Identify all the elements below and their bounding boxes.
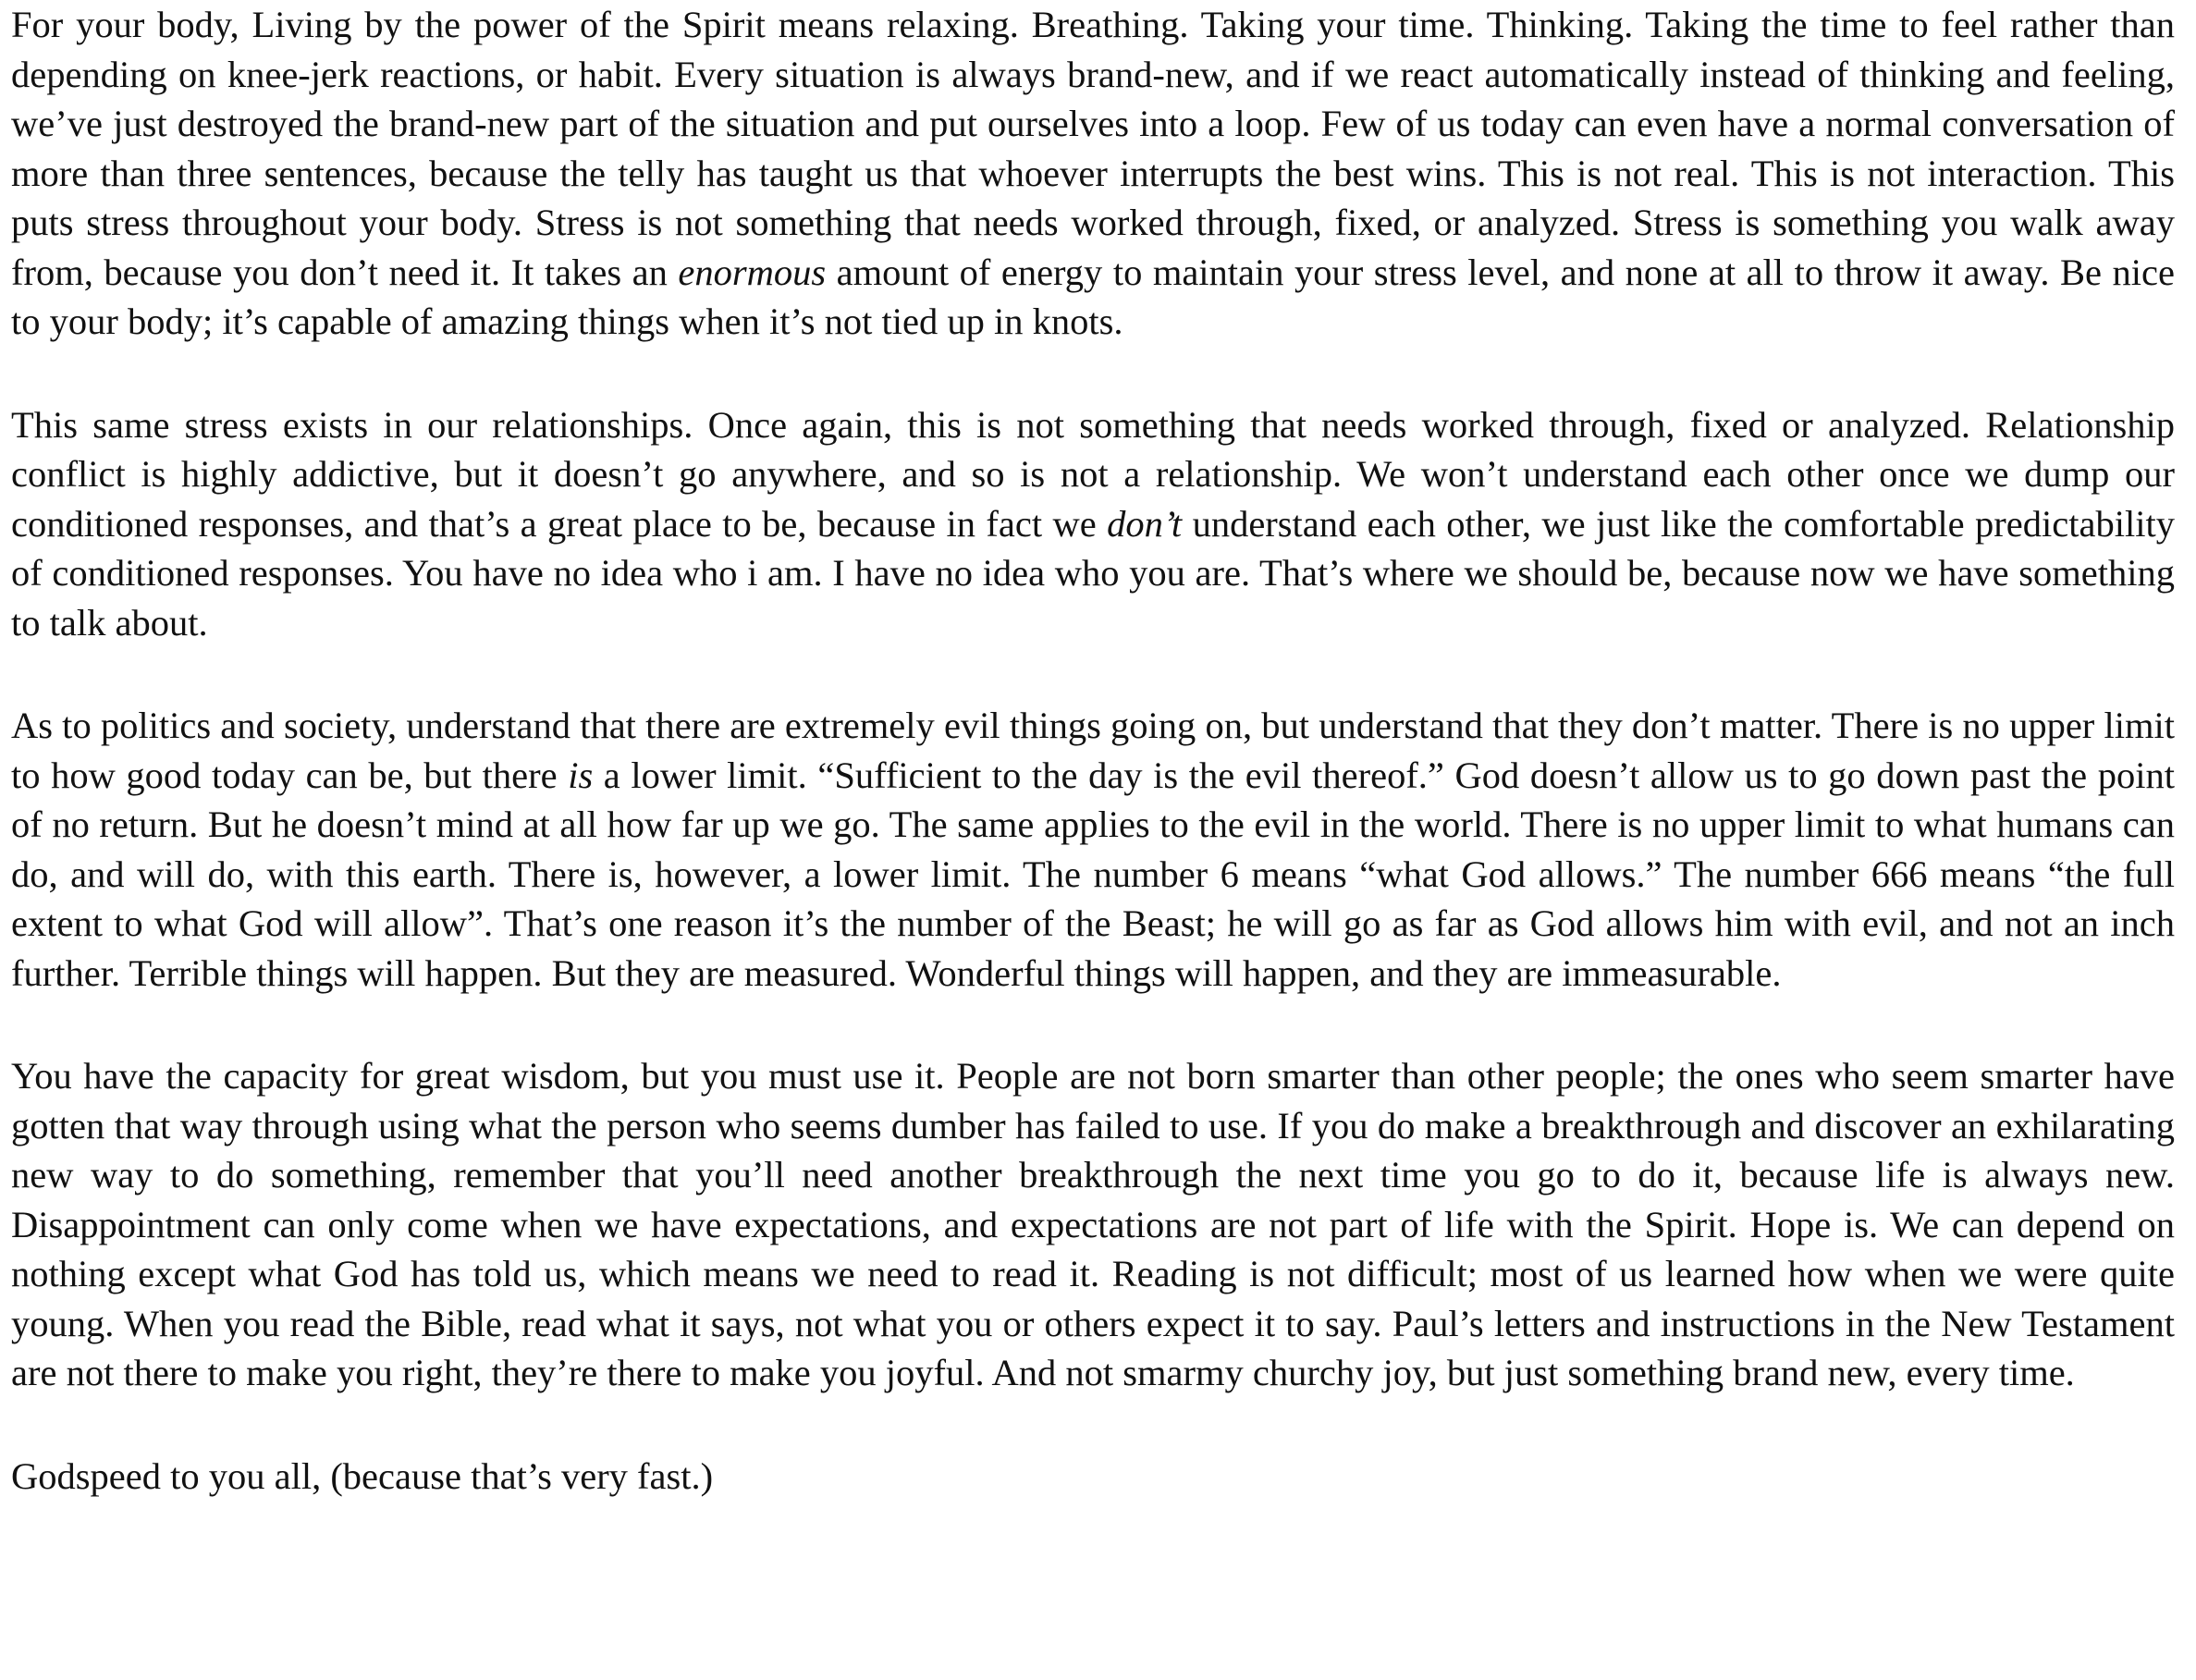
paragraph-text: understand each other, we just like the comfortable predictability of conditioned responses. You have no idea who i am. I have no idea who you are. That’s where we should be, because now we have something to talk about.: [11, 502, 2175, 644]
emphasis-text: enormous: [678, 251, 827, 293]
paragraph-text: As to politics and society, understand that there are extremely evil things going on, but understand that they don’t matter. There is no upper limit to how good today can be, but there: [11, 705, 2175, 796]
paragraph-text: You have the capacity for great wisdom, but you must use it. People are not born smarter than other people; the ones who seem smarter have gotten that way through using what the person who seems dumber has failed to use. If you do make a breakthrough and discover an exhilarating new way to do something, remember that you’ll need another breakthrough the next time you go to do it, because life is always new. Disappointment can only come when we have expectations, and expectations are not part of life with the Spirit. Hope is. We can depend on nothing except what God has told us, which means we need to read it. Reading is not difficult; most of us learned how when we were quite young. When you read the Bible, read what it says, not what you or others expect it to say. Paul’s letters and instructions in the New Testament are not there to make you right, they’re there to make you joyful. And not smarmy churchy joy, but just something brand new, every time.: [11, 1055, 2175, 1393]
closing-text: Godspeed to you all, (because that’s very fast.): [11, 1454, 714, 1497]
paragraph-text: a lower limit. “Sufficient to the day is the evil thereof.” God doesn’t allow us to go down past the point of no return. But he doesn’t mind at all how far up we go. The same applies to the evil in the world. There is no upper limit to what humans can do, and will do, with this earth. There is, however, a lower limit. The number 6 means “what God allows.” The number 666 means “the full extent to what God will allow”. That’s one reason it’s the number of the Beast; he will go as far as God allows him with evil, and not an inch further. Terrible things will happen. But they are measured. Wonderful things will happen, and they are immeasurable.: [11, 754, 2175, 994]
paragraph-relationships: [11, 400, 2175, 648]
paragraph-closing: [11, 1452, 2175, 1502]
paragraph-text: amount of energy to maintain your stress level, and none at all to throw it away. Be nice to your body; it’s capable of amazing things when it’s not tied up in knots.: [11, 251, 2175, 342]
paragraph-politics-society: [11, 701, 2175, 998]
paragraph-text: For your body, Living by the power of the Spirit means relaxing. Breathing. Taking your time. Thinking. Taking the time to feel rather than depending on knee-jerk reactions, or habit. Every situation is always brand-new, and if we react automatically instead of thinking and feeling, we’ve just destroyed the brand-new part of the situation and put ourselves into a loop. Few of us today can even have a normal conversation of more than three sentences, because the telly has taught us that whoever interrupts the best wins. This is not real. This is not interaction. This puts stress throughout your body. Stress is not something that needs worked through, fixed, or analyzed. Stress is something you walk away from, because you don’t need it. It takes an: [11, 4, 2175, 293]
emphasis-text: don’t: [1107, 502, 1183, 545]
emphasis-text: is: [568, 754, 594, 796]
paragraph-wisdom: [11, 1051, 2175, 1398]
document-page: [11, 0, 2175, 1501]
paragraph-text: This same stress exists in our relationships. Once again, this is not something that needs worked through, fixed or analyzed. Relationship conflict is highly addictive, but it doesn’t go anywhere, and so is not a relationship. We won’t understand each other once we dump our conditioned responses, and that’s a great place to be, because in fact we: [11, 403, 2175, 545]
paragraph-body-stress: [11, 0, 2175, 347]
